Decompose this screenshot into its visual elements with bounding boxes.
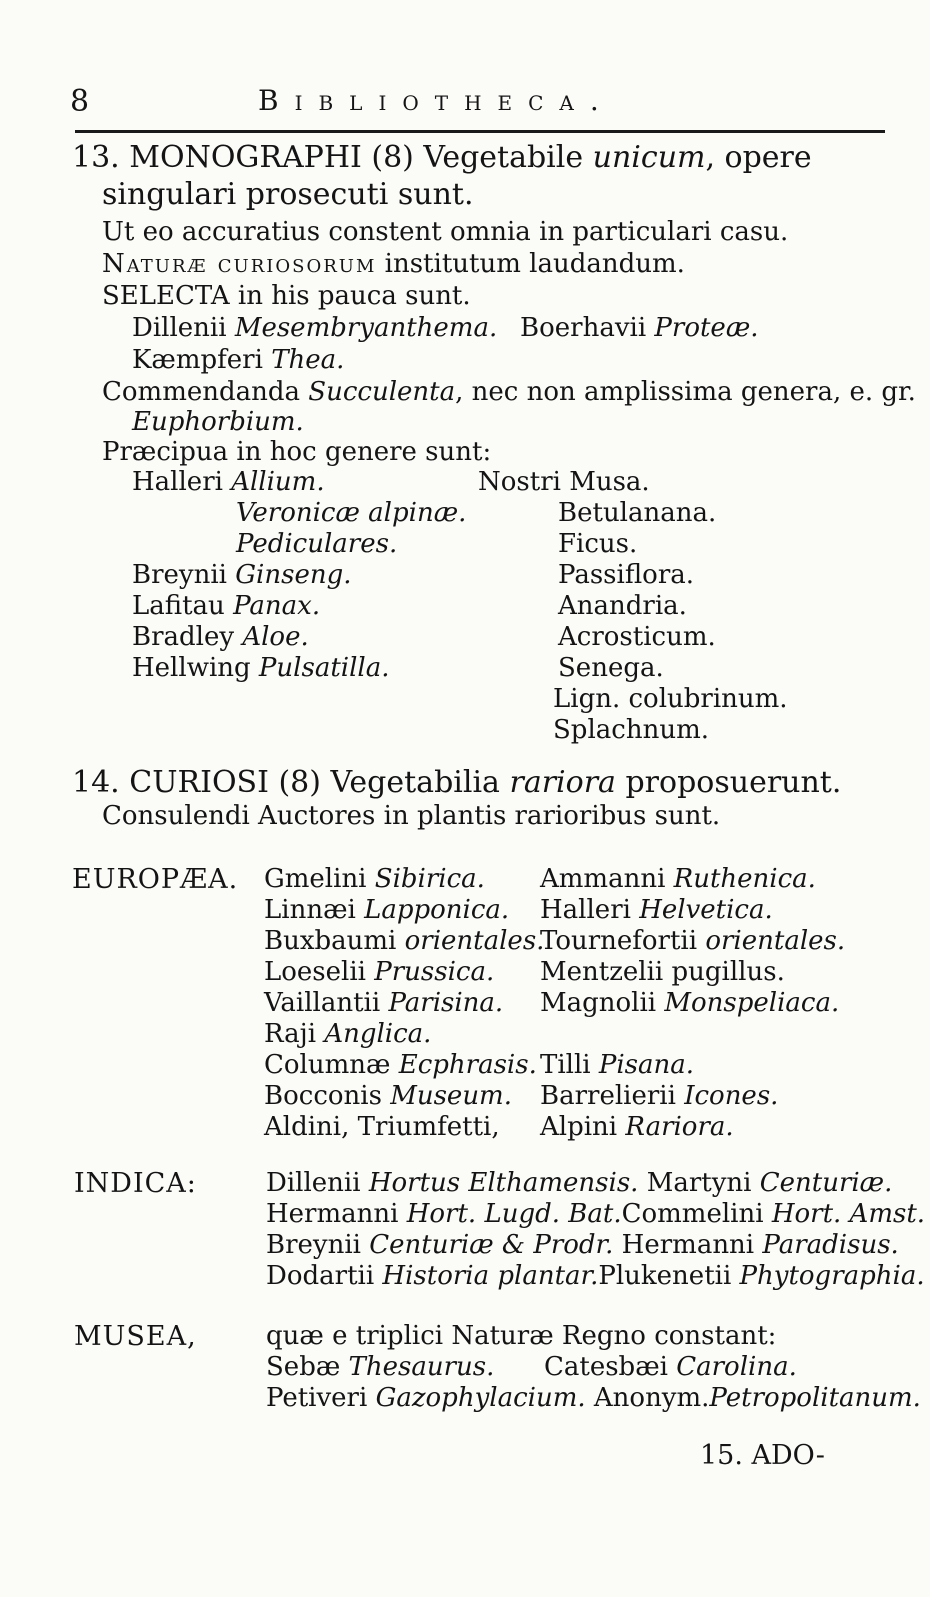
list-item: Acrosticum. — [558, 622, 716, 652]
list-item: Breynii Ginseng. — [132, 560, 352, 590]
section-13-heading: 13. MONOGRAPHI (8) Vegetabile unicum, opere — [72, 140, 812, 175]
section-14-heading: 14. CURIOSI (8) Vegetabilia rariora proposuerunt. — [72, 765, 842, 800]
section-13-heading-cont: singulari prosecuti sunt. — [102, 177, 474, 212]
entry-line: Sebæ Thesaurus. Catesbæi Carolina. — [266, 1352, 797, 1382]
section-14-heading-cont: Consulendi Auctores in plantis rarioribus sunt. — [102, 801, 721, 831]
entry: Aldini, Triumfetti, — [264, 1112, 500, 1142]
list-item: Veronicæ alpinæ. — [236, 498, 467, 528]
text-line: Ut eo accuratius constent omnia in particulari casu. — [102, 217, 789, 247]
entry-line: Hermanni Hort. Lugd. Bat.Commelini Hort. Amst. — [266, 1199, 926, 1229]
entry: Ammanni Ruthenica. — [540, 864, 816, 894]
list-item: Senega. — [558, 653, 664, 683]
catchword: 15. ADO- — [700, 1440, 825, 1471]
text-line: Commendanda Succulenta, nec non amplissima genera, e. gr. — [102, 377, 916, 407]
text-line: SELECTA in his pauca sunt. — [102, 281, 471, 311]
header-rule — [75, 130, 885, 133]
section-number: 13. — [72, 140, 120, 175]
entry-line: Petiveri Gazophylacium. Anonym.Petropolitanum. — [266, 1383, 921, 1413]
entry: Buxbaumi orientales. — [264, 926, 545, 956]
entry: Dillenii Mesembryanthema. — [132, 313, 498, 343]
list-item: Anandria. — [558, 591, 687, 621]
entry: Linnæi Lapponica. — [264, 895, 510, 925]
entry: Tournefortii orientales. — [540, 926, 846, 956]
page-number: 8 — [70, 84, 90, 119]
list-item: Halleri Allium. — [132, 467, 325, 497]
entry-line: Breynii Centuriæ & Prodr. Hermanni Paradisus. — [266, 1230, 899, 1260]
list-item: Splachnum. — [553, 715, 709, 745]
entry: Gmelini Sibirica. — [264, 864, 485, 894]
entry: Vaillantii Parisina. — [264, 988, 504, 1018]
running-title: Bibliotheca. — [258, 84, 615, 117]
list-item: Hellwing Pulsatilla. — [132, 653, 390, 683]
list-item: Pediculares. — [236, 529, 398, 559]
entry: Bocconis Museum. — [264, 1081, 512, 1111]
entry: Columnæ Ecphrasis. — [264, 1050, 537, 1080]
section-number: 14. — [72, 765, 120, 800]
entry: Tilli Pisana. — [540, 1050, 695, 1080]
text-line: Præcipua in hoc genere sunt: — [102, 437, 492, 467]
list-item: Nostri Musa. — [478, 467, 650, 497]
entry: Euphorbium. — [132, 407, 304, 437]
entry: Boerhavii Proteæ. — [520, 313, 759, 343]
entry-line: quæ e triplici Naturæ Regno constant: — [266, 1321, 777, 1351]
entry: Barrelierii Icones. — [540, 1081, 779, 1111]
entry: Alpini Rariora. — [540, 1112, 734, 1142]
entry-line: Dillenii Hortus Elthamensis. Martyni Centuriæ. — [266, 1168, 893, 1198]
entry: Raji Anglica. — [264, 1019, 432, 1049]
entry: Mentzelii pugillus. — [540, 957, 785, 987]
text-line: Naturæ curiosorum institutum laudandum. — [102, 249, 685, 279]
entry: Kæmpferi Thea. — [132, 345, 345, 375]
entry: Halleri Helvetica. — [540, 895, 773, 925]
entry: Loeselii Prussica. — [264, 957, 495, 987]
list-item: Ficus. — [558, 529, 638, 559]
list-item: Betulanana. — [558, 498, 717, 528]
entry: Magnolii Monspeliaca. — [540, 988, 840, 1018]
label-musea: MUSEA, — [74, 1321, 197, 1352]
list-item: Lign. colubrinum. — [553, 684, 788, 714]
label-indica: INDICA: — [74, 1168, 197, 1199]
list-item: Passiflora. — [558, 560, 695, 590]
list-item: Lafitau Panax. — [132, 591, 321, 621]
label-europaea: EUROPÆA. — [72, 864, 239, 895]
entry-line: Dodartii Historia plantar.Plukenetii Phytographia. — [266, 1261, 925, 1291]
list-item: Bradley Aloe. — [132, 622, 309, 652]
